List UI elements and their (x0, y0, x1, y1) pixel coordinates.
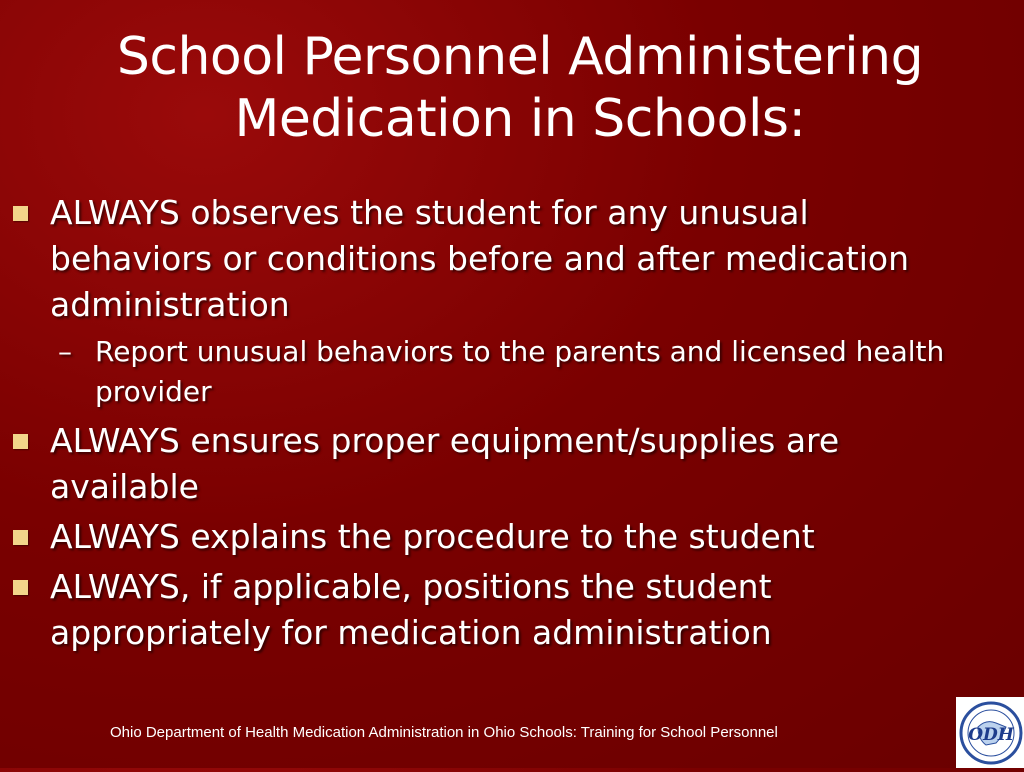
footer-text: Ohio Department of Health Medication Administration in Ohio Schools: Training for School Personnel (110, 724, 778, 741)
bullet-item (0, 514, 960, 560)
square-bullet-icon (13, 530, 28, 545)
bullet-item (0, 564, 960, 656)
square-bullet-icon (13, 206, 28, 221)
sub-bullet-item (0, 332, 960, 412)
bullet-item (0, 190, 960, 328)
bullet-text: ALWAYS, if applicable, positions the student appropriately for medication administration (50, 567, 772, 652)
square-bullet-icon (13, 434, 28, 449)
odh-seal-icon (956, 697, 1024, 768)
svg-text:ODH: ODH (968, 725, 1014, 745)
bullet-text: ALWAYS observes the student for any unusual behaviors or conditions before and after medication administration (50, 193, 909, 324)
bullet-item (0, 418, 960, 510)
bullet-text: ALWAYS explains the procedure to the student (50, 517, 815, 556)
slide-title: School Personnel Administering Medication in Schools: (116, 27, 924, 149)
sub-bullet-text: Report unusual behaviors to the parents and licensed health provider (95, 335, 945, 408)
bullet-text: ALWAYS ensures proper equipment/supplies are available (50, 421, 840, 506)
dash-bullet-icon: – (58, 335, 72, 368)
bullet-list (0, 190, 960, 660)
odh-logo-icon (956, 697, 1024, 768)
square-bullet-icon (13, 580, 28, 595)
